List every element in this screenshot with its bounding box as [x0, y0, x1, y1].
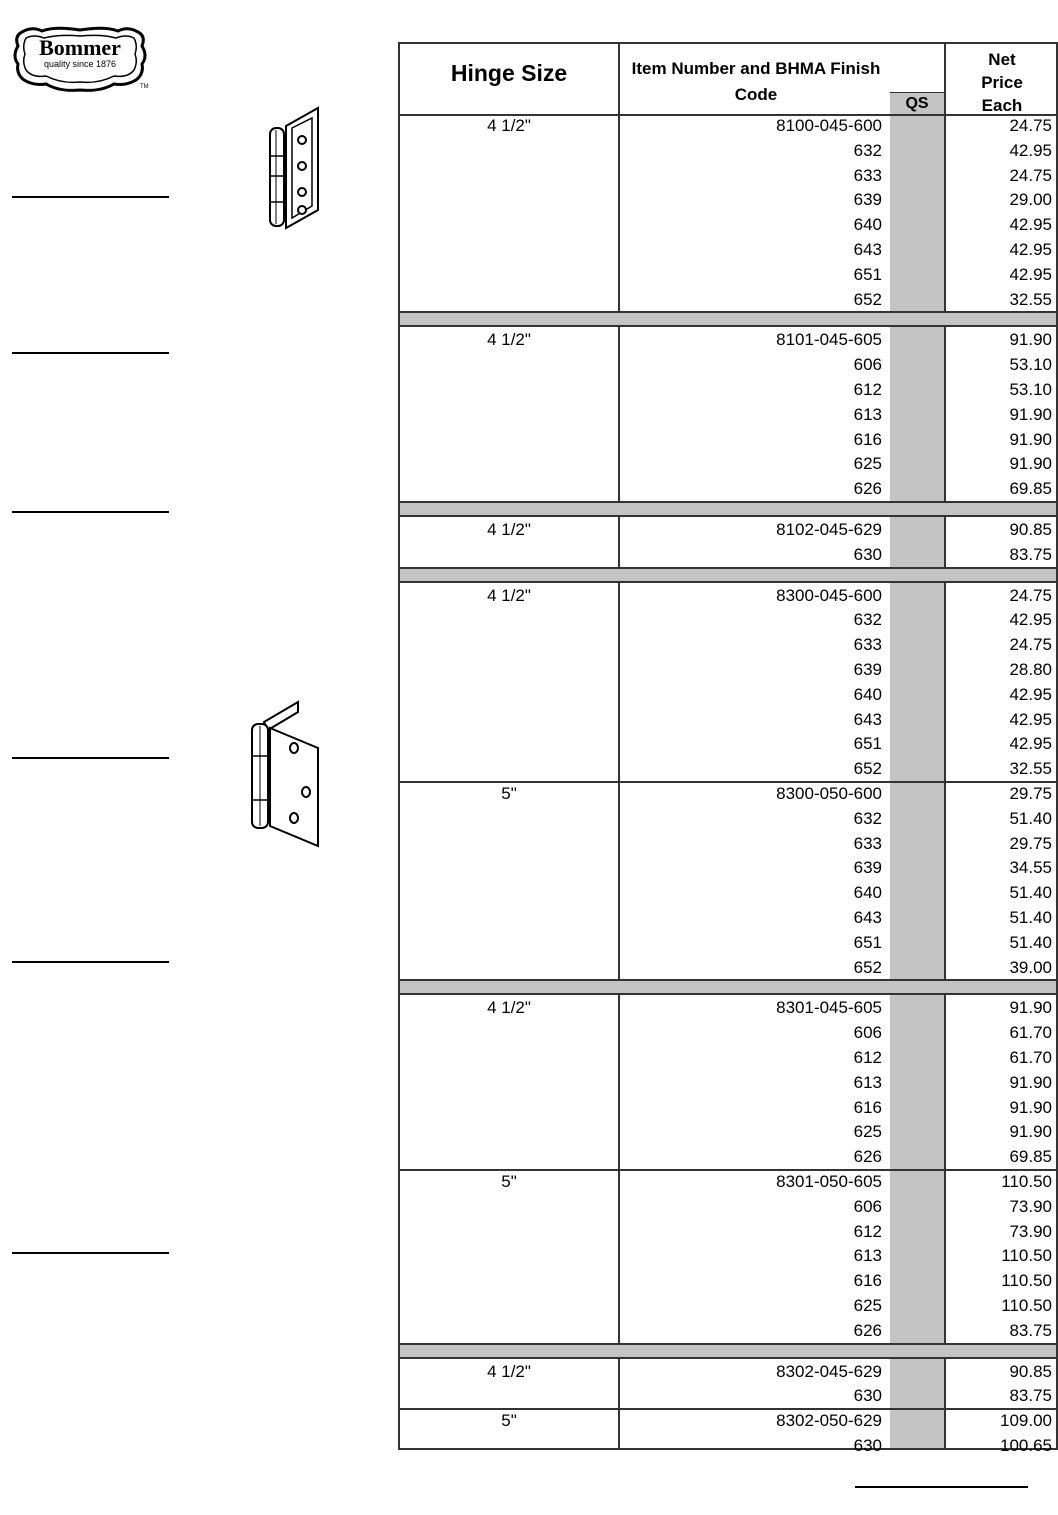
net-price-cell: 90.85: [1009, 1361, 1052, 1381]
header-price-line1: Net: [988, 50, 1016, 69]
item-number-cell: 606: [853, 1023, 882, 1043]
item-number-cell: 639: [853, 660, 882, 679]
net-price-cell: 61.70: [1009, 1023, 1052, 1043]
net-price-cell: 91.90: [1009, 1072, 1052, 1092]
item-number-cell: 633: [853, 165, 882, 185]
item-number-cell: 630: [853, 1436, 882, 1455]
net-price-cell: 69.85: [1009, 479, 1052, 499]
net-price-cell: 91.90: [1009, 454, 1052, 474]
group-separator: [400, 567, 1056, 583]
item-number-cell: 640: [853, 883, 882, 903]
net-price-cell: 53.10: [1009, 355, 1052, 375]
group-separator: [400, 1343, 1056, 1359]
item-number-cell: 633: [853, 635, 882, 655]
net-price-cell: 42.95: [1009, 684, 1052, 704]
item-number-cell: 632: [853, 140, 882, 160]
net-price-cell: 53.10: [1009, 380, 1052, 399]
net-price-cell: 42.95: [1009, 240, 1052, 259]
net-price-cell: 61.70: [1009, 1048, 1052, 1067]
item-number-cell: 8101-045-605: [776, 330, 882, 350]
item-number-cell: 639: [853, 190, 882, 210]
item-number-cell: 651: [853, 264, 882, 284]
net-price-cell: 24.75: [1009, 635, 1052, 655]
net-price-cell: 28.80: [1009, 660, 1052, 679]
net-price-cell: 51.40: [1009, 932, 1052, 952]
qs-column-shading: [890, 44, 944, 1448]
hinge-size-cell: 4 1/2": [487, 520, 531, 539]
item-number-cell: 613: [853, 1246, 882, 1266]
logo-brand: Bommer: [39, 35, 121, 60]
group-separator: [400, 311, 1056, 327]
item-number-cell: 8300-045-600: [776, 585, 882, 605]
net-price-cell: 29.75: [1009, 833, 1052, 853]
net-price-cell: 109.00: [1000, 1411, 1052, 1431]
net-price-cell: 34.55: [1009, 858, 1052, 878]
header-hinge-size: Hinge Size: [450, 60, 568, 86]
net-price-cell: 110.50: [1001, 1296, 1052, 1315]
item-number-cell: 613: [853, 404, 882, 424]
bommer-logo: [10, 26, 150, 92]
item-number-cell: 8301-050-605: [776, 1172, 882, 1191]
net-price-cell: 29.00: [1009, 190, 1052, 210]
net-price-cell: 42.95: [1009, 734, 1052, 754]
logo-tagline: quality since 1876: [43, 59, 117, 69]
net-price-cell: 91.90: [1009, 998, 1052, 1018]
item-number-cell: 652: [853, 957, 882, 977]
item-number-cell: 632: [853, 610, 882, 630]
item-number-cell: 8301-045-605: [776, 998, 882, 1018]
item-number-cell: 606: [853, 1196, 882, 1216]
hinge-icon: [248, 700, 322, 848]
item-number-cell: 613: [853, 1072, 882, 1092]
item-number-cell: 640: [853, 215, 882, 235]
margin-rule: [12, 961, 169, 963]
net-price-cell: 24.75: [1009, 116, 1052, 135]
margin-rule: [12, 511, 169, 513]
net-price-cell: 91.90: [1009, 330, 1052, 350]
item-number-cell: 616: [853, 1271, 882, 1291]
group-separator: [400, 501, 1056, 517]
hinge-size-cell: 5": [501, 1411, 517, 1431]
item-number-cell: 625: [853, 1296, 882, 1315]
hinge-size-cell: 4 1/2": [487, 1361, 531, 1381]
net-price-cell: 91.90: [1009, 404, 1052, 424]
item-number-cell: 652: [853, 289, 882, 309]
item-number-cell: 8100-045-600: [776, 116, 882, 135]
net-price-cell: 83.75: [1009, 1386, 1052, 1406]
item-number-cell: 8300-050-600: [776, 784, 882, 803]
item-number-cell: 8102-045-629: [776, 520, 882, 539]
net-price-cell: 69.85: [1009, 1147, 1052, 1167]
net-price-cell: 24.75: [1009, 165, 1052, 185]
net-price-cell: 100.65: [1000, 1436, 1052, 1455]
item-number-cell: 651: [853, 932, 882, 952]
table-header: [400, 44, 1056, 116]
item-number-cell: 643: [853, 240, 882, 259]
item-number-cell: 616: [853, 1097, 882, 1117]
net-price-cell: 91.90: [1009, 429, 1052, 449]
net-price-cell: 42.95: [1009, 140, 1052, 160]
header-price-line3: Each: [981, 96, 1023, 115]
item-number-cell: 612: [853, 1048, 882, 1067]
item-number-cell: 630: [853, 544, 882, 564]
net-price-cell: 91.90: [1009, 1097, 1052, 1117]
item-number-cell: 625: [853, 1122, 882, 1142]
margin-rule: [12, 757, 169, 759]
footer-rule: [855, 1486, 1028, 1488]
net-price-cell: 91.90: [1009, 1122, 1052, 1142]
header-net-price: [946, 48, 1058, 117]
item-number-cell: 643: [853, 908, 882, 927]
net-price-cell: 73.90: [1009, 1196, 1052, 1216]
net-price-cell: 73.90: [1009, 1221, 1052, 1241]
item-number-cell: 640: [853, 684, 882, 704]
header-item-number: [622, 56, 890, 108]
item-number-cell: 632: [853, 808, 882, 828]
header-price-line2: Price: [981, 73, 1023, 92]
hinge-icon: [264, 106, 324, 234]
item-number-cell: 625: [853, 454, 882, 474]
net-price-cell: 83.75: [1009, 1320, 1052, 1340]
item-number-cell: 616: [853, 429, 882, 449]
net-price-cell: 90.85: [1009, 520, 1052, 539]
item-number-cell: 633: [853, 833, 882, 853]
header-item-line1: Item Number and BHMA Finish: [631, 59, 881, 78]
header-qs: QS: [890, 92, 944, 114]
net-price-cell: 110.50: [1001, 1246, 1052, 1266]
item-number-cell: 643: [853, 709, 882, 729]
item-number-cell: 606: [853, 355, 882, 375]
net-price-cell: 51.40: [1009, 883, 1052, 903]
item-number-cell: 639: [853, 858, 882, 878]
item-number-cell: 626: [853, 1320, 882, 1340]
price-table: [398, 42, 1058, 1455]
net-price-cell: 24.75: [1009, 585, 1052, 605]
net-price-cell: 110.50: [1001, 1172, 1052, 1191]
hinge-size-cell: 4 1/2": [487, 116, 531, 135]
item-number-cell: 626: [853, 1147, 882, 1167]
item-number-cell: 8302-045-629: [776, 1361, 882, 1381]
net-price-cell: 29.75: [1009, 784, 1052, 803]
group-separator: [400, 979, 1056, 995]
net-price-cell: 42.95: [1009, 215, 1052, 235]
hinge-size-cell: 5": [501, 1172, 517, 1191]
margin-rule: [12, 196, 169, 198]
hinge-size-cell: 4 1/2": [487, 585, 531, 605]
net-price-cell: 110.50: [1001, 1271, 1052, 1291]
net-price-cell: 32.55: [1009, 759, 1052, 779]
net-price-cell: 51.40: [1009, 908, 1052, 927]
hinge-size-cell: 5": [501, 784, 517, 803]
item-number-cell: 652: [853, 759, 882, 779]
trademark: TM: [140, 84, 149, 90]
net-price-cell: 42.95: [1009, 709, 1052, 729]
margin-rule: [12, 1252, 169, 1254]
item-number-cell: 651: [853, 734, 882, 754]
net-price-cell: 42.95: [1009, 264, 1052, 284]
item-number-cell: 612: [853, 380, 882, 399]
net-price-cell: 32.55: [1009, 289, 1052, 309]
hinge-size-cell: 4 1/2": [487, 998, 531, 1018]
net-price-cell: 51.40: [1009, 808, 1052, 828]
item-number-cell: 626: [853, 479, 882, 499]
header-item-line2: Code: [734, 85, 778, 104]
margin-rule: [12, 352, 169, 354]
item-number-cell: 630: [853, 1386, 882, 1406]
net-price-cell: 39.00: [1009, 957, 1052, 977]
item-number-cell: 8302-050-629: [776, 1411, 882, 1431]
net-price-cell: 83.75: [1009, 544, 1052, 564]
item-number-cell: 612: [853, 1221, 882, 1241]
hinge-size-cell: 4 1/2": [487, 330, 531, 350]
net-price-cell: 42.95: [1009, 610, 1052, 630]
